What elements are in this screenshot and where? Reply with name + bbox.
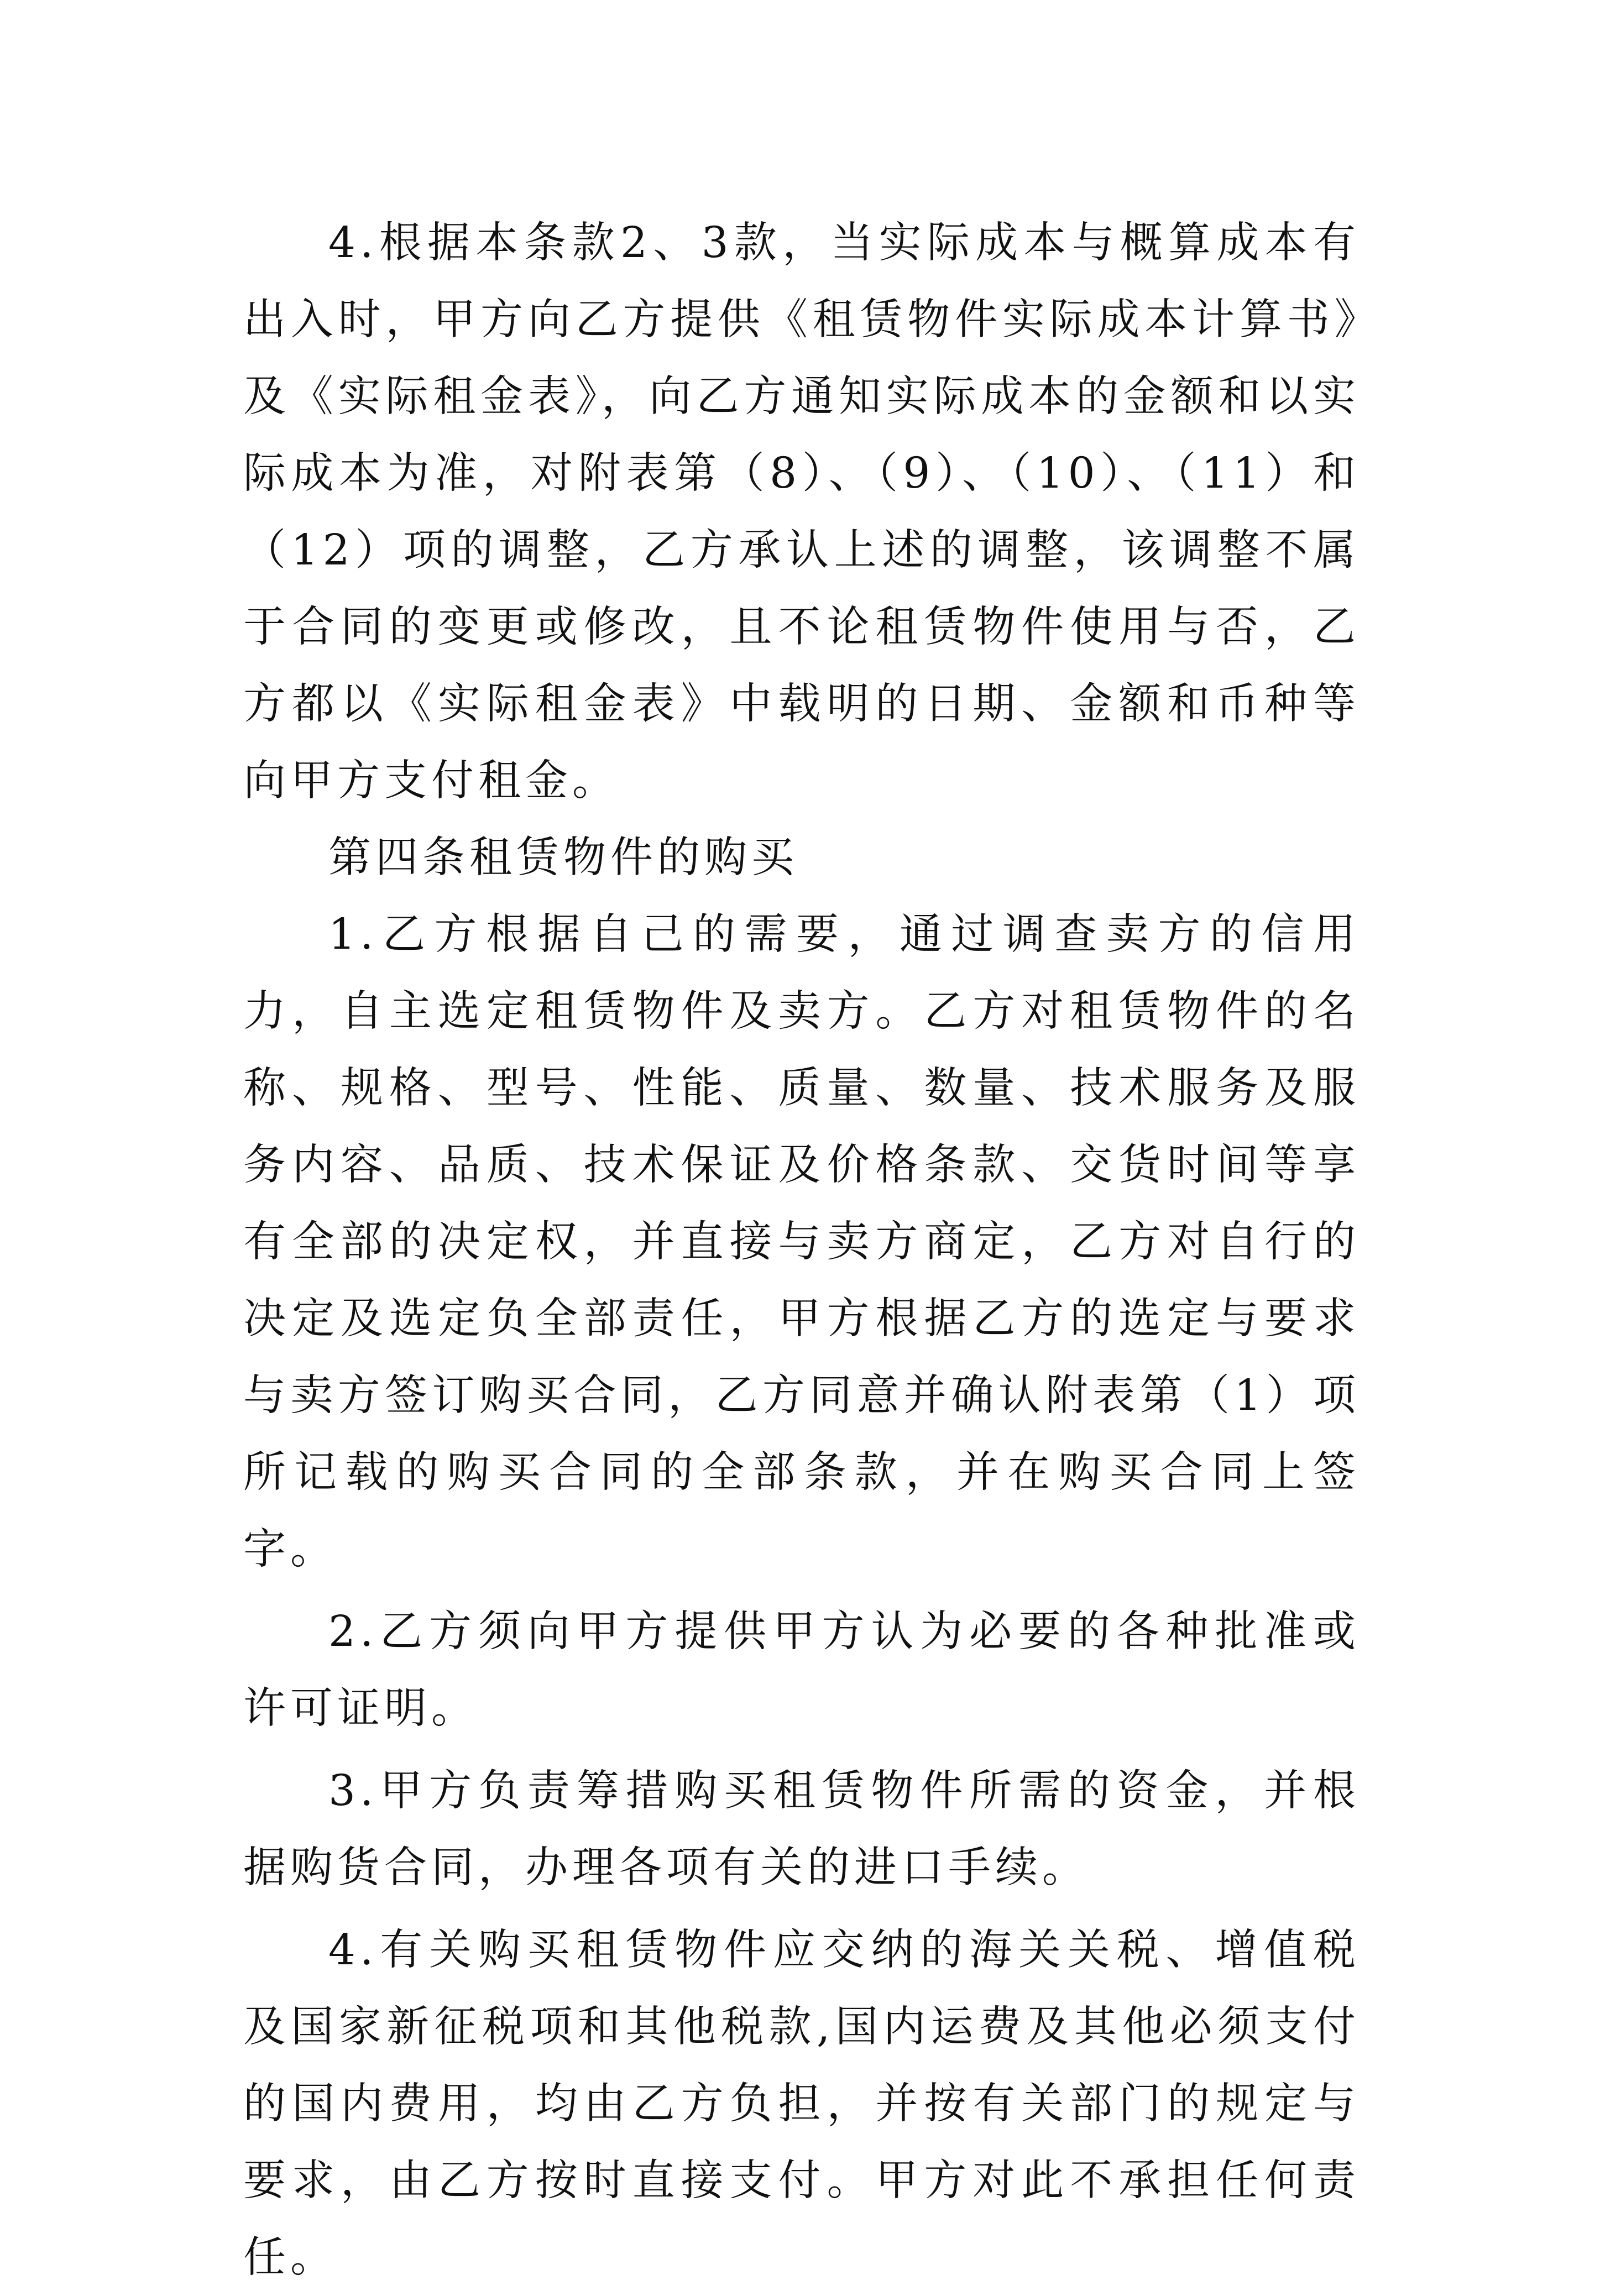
clause-4-1-paragraph: 1.乙方根据自己的需要，通过调查卖方的信用力，自主选定租赁物件及卖方。乙方对租赁物件的名称、规格、型号、性能、质量、数量、技术服务及服务内容、品质、技术保证及价格条款、交货时间等享有全部的决定权，并直接与卖方商定，乙方对自行的决定及选定负全部责任，甲方根据乙方的选定与要求与卖方签订购买合同，乙方同意并确认附表第（1）项所记载的购买合同的全部条款，并在购买合同上签字。 <box>243 910 1360 1574</box>
clause-4-4-paragraph: 4.有关购买租赁物件应交纳的海关关税、增值税及国家新征税项和其他税款,国内运费及其他必须支付的国内费用，均由乙方负担，并按有关部门的规定与要求，由乙方按时直接支付。甲方对此不承担任何责任。 <box>243 1926 1360 2282</box>
clause-4-3-paragraph: 3.甲方负责筹措购买租赁物件所需的资金，并根据购货合同，办理各项有关的进口手续。 <box>243 1766 1360 1892</box>
document-body <box>243 205 1360 2296</box>
clause-3-4-paragraph: 4.根据本条款2、3款，当实际成本与概算成本有出入时，甲方向乙方提供《租赁物件实际成本计算书》及《实际租金表》，向乙方通知实际成本的金额和以实际成本为准，对附表第（8）、（9）、（10）、（11）和（12）项的调整，乙方承认上述的调整，该调整不属于合同的变更或修改，且不论租赁物件使用与否，乙方都以《实际租金表》中载明的日期、金额和币种等向甲方支付租金。 <box>243 218 1360 806</box>
clause-4-2-paragraph: 2.乙方须向甲方提供甲方认为必要的各种批准或许可证明。 <box>243 1607 1360 1733</box>
article-4-heading: 第四条租赁物件的购买 <box>328 833 798 882</box>
